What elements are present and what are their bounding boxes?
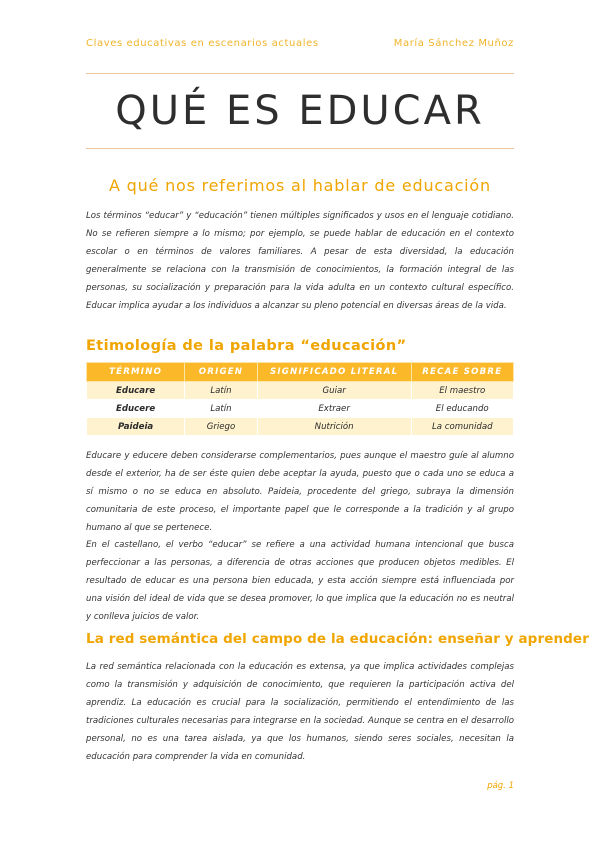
table-cell-term: Educare <box>87 382 185 400</box>
header-course-title: Claves educativas en escenarios actuales <box>86 38 319 49</box>
section2-paragraph-1: Educare y educere deben considerarse complementarios, pues aunque el maestro guíe al alumno desde el exterior, ha de ser éste quien debe aceptar la ayuda, puesto que o cada uno se educa a sí mismo o no se educa en absoluto. Paideia, procedente del griego, subraya la dimensión comunitaria de este proceso, el importante papel que le corresponde a la tradición y al grupo humano al que se pertenece. <box>86 451 514 533</box>
table-cell-origin: Latín <box>185 400 258 418</box>
section2-paragraph-2: En el castellano, el verbo “educar” se refiere a una actividad humana intencional que busca perfeccionar a las personas, a diferencia de otras acciones que producen objetos medibles. El resultado de educar es una persona bien educada, y esta acción siempre está influenciada por una visión del ideal de vida que se desea promover, lo que implica que la educación no es neutral y conlleva juicios de valor. <box>86 540 514 622</box>
table-cell-meaning: Guiar <box>257 382 411 400</box>
title-divider <box>86 148 514 149</box>
etymology-table <box>86 362 514 436</box>
table-header-row <box>87 363 514 382</box>
table-cell-subject: La comunidad <box>411 418 514 436</box>
table-row <box>87 400 514 418</box>
table-cell-origin: Griego <box>185 418 258 436</box>
table-cell-meaning: Extraer <box>257 400 411 418</box>
table-cell-meaning: Nutrición <box>257 418 411 436</box>
table-row <box>87 382 514 400</box>
table-header-significado: SIGNIFICADO LITERAL <box>257 363 411 382</box>
page-title: QUÉ ES EDUCAR <box>115 88 485 134</box>
table-header-origen: ORIGEN <box>185 363 258 382</box>
table-cell-subject: El maestro <box>411 382 514 400</box>
table-row <box>87 418 514 436</box>
table-header-recae: RECAE SOBRE <box>411 363 514 382</box>
table-header-termino: TÉRMINO <box>87 363 185 382</box>
table-cell-subject: El educando <box>411 400 514 418</box>
section3-paragraph: La red semántica relacionada con la educación es extensa, ya que implica actividades complejas como la transmisión y adquisición de conocimiento, que requieren la participación activa del aprendiz. La educación es crucial para la socialización, permitiendo el entendimiento de las tradiciones culturales necesarias para integrarse en la sociedad. Aunque se centra en el desarrollo personal, no es una tarea aislada, ya que los humanos, siendo seres sociales, necesitan la educación para comprender la vida en comunidad. <box>86 662 514 762</box>
table-cell-origin: Latín <box>185 382 258 400</box>
section2-heading: Etimología de la palabra “educación” <box>86 338 407 354</box>
table-cell-term: Educere <box>87 400 185 418</box>
section3-heading: La red semántica del campo de la educación: enseñar y aprender <box>86 631 589 647</box>
header-divider <box>86 73 514 74</box>
section1-paragraph: Los términos “educar” y “educación” tienen múltiples significados y usos en el lenguaje cotidiano. No se refieren siempre a lo mismo; por ejemplo, se puede hablar de educación en el contexto escolar o en términos de valores familiares. A pesar de esta diversidad, la educación generalmente se relaciona con la transmisión de conocimientos, la formación integral de las personas, su socialización y preparación para la vida adulta en un contexto cultural específico. Educar implica ayudar a los individuos a alcanzar su pleno potencial en diversas áreas de la vida. <box>86 211 514 311</box>
header-author: María Sánchez Muñoz <box>393 38 514 49</box>
section1-heading: A qué nos referimos al hablar de educación <box>109 176 491 195</box>
page-number: pág. 1 <box>487 781 514 791</box>
table-cell-term: Paideia <box>87 418 185 436</box>
